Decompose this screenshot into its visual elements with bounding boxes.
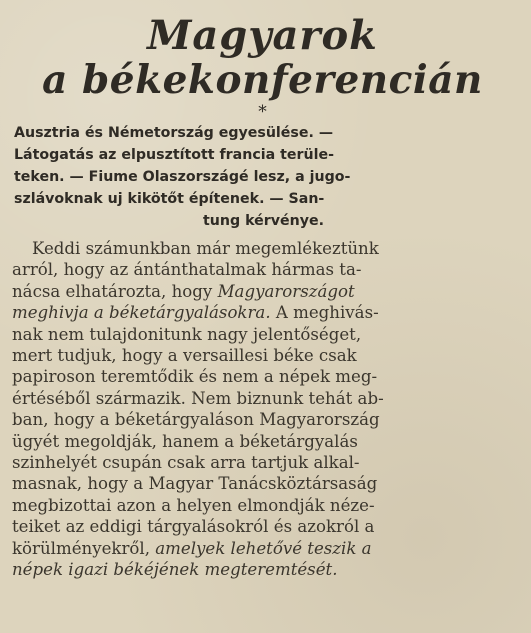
body-line: mert tudjuk, hogy a versaillesi béke csak — [12, 346, 357, 366]
article-subheadline — [14, 122, 513, 232]
subhead-line: szlávoknak uj kikötőt építenek. — San- — [14, 191, 325, 207]
body-line — [12, 559, 513, 580]
body-line — [12, 538, 513, 559]
body-italic-text: népek igazi békéjének megteremtését. — [12, 560, 338, 580]
body-text: körülményekről, — [12, 538, 150, 558]
body-line: értéséből származik. Nem biznunk tehát ab- — [12, 388, 384, 408]
body-italic-text: amelyek lehetővé teszik a — [149, 538, 372, 558]
headline-line-1: Magyarok — [147, 12, 378, 59]
body-line: ban, hogy a béketárgyaláson Magyarország — [12, 410, 380, 430]
body-line: megbizottai azon a helyen elmondják néze- — [12, 495, 375, 515]
article-body — [12, 238, 513, 581]
body-line — [12, 281, 513, 302]
body-line: nak nem tulajdonitunk nagy jelentőséget, — [12, 324, 362, 344]
body-text: nácsa elhatározta, hogy — [12, 281, 213, 301]
body-line: teiket az eddigi tárgyalásokról és azokról a — [12, 517, 375, 537]
body-line: papiroson teremtődik és nem a népek meg- — [12, 367, 378, 387]
subhead-line: tung kérvénye. — [203, 213, 324, 229]
body-text: A meghivás- — [270, 303, 379, 323]
body-line: masnak, hogy a Magyar Tanácsköztársaság — [12, 474, 378, 494]
subhead-line: Ausztria és Németország egyesülése. — — [14, 125, 334, 141]
body-italic-text: meghivja a béketárgyalásokra. — [12, 303, 271, 323]
body-line: arról, hogy az ántánthatalmak hármas ta- — [12, 260, 362, 280]
body-line: Keddi számunkban már megemlékeztünk — [32, 239, 379, 258]
separator-asterism: * — [258, 102, 267, 122]
article-headline — [12, 14, 513, 102]
body-line: ügyét megoldják, hanem a béketárgyalás — [12, 431, 358, 451]
body-italic-text: Magyarországot — [217, 281, 355, 301]
headline-line-2: a békekonferencián — [42, 57, 483, 103]
subhead-line: teken. — Fiume Olaszországé lesz, a jugo- — [14, 169, 351, 185]
subhead-line: Látogatás az elpusztított francia terüle- — [14, 147, 335, 163]
body-line: szinhelyét csupán csak arra tartjuk alkal- — [12, 453, 360, 473]
body-line — [12, 302, 513, 323]
